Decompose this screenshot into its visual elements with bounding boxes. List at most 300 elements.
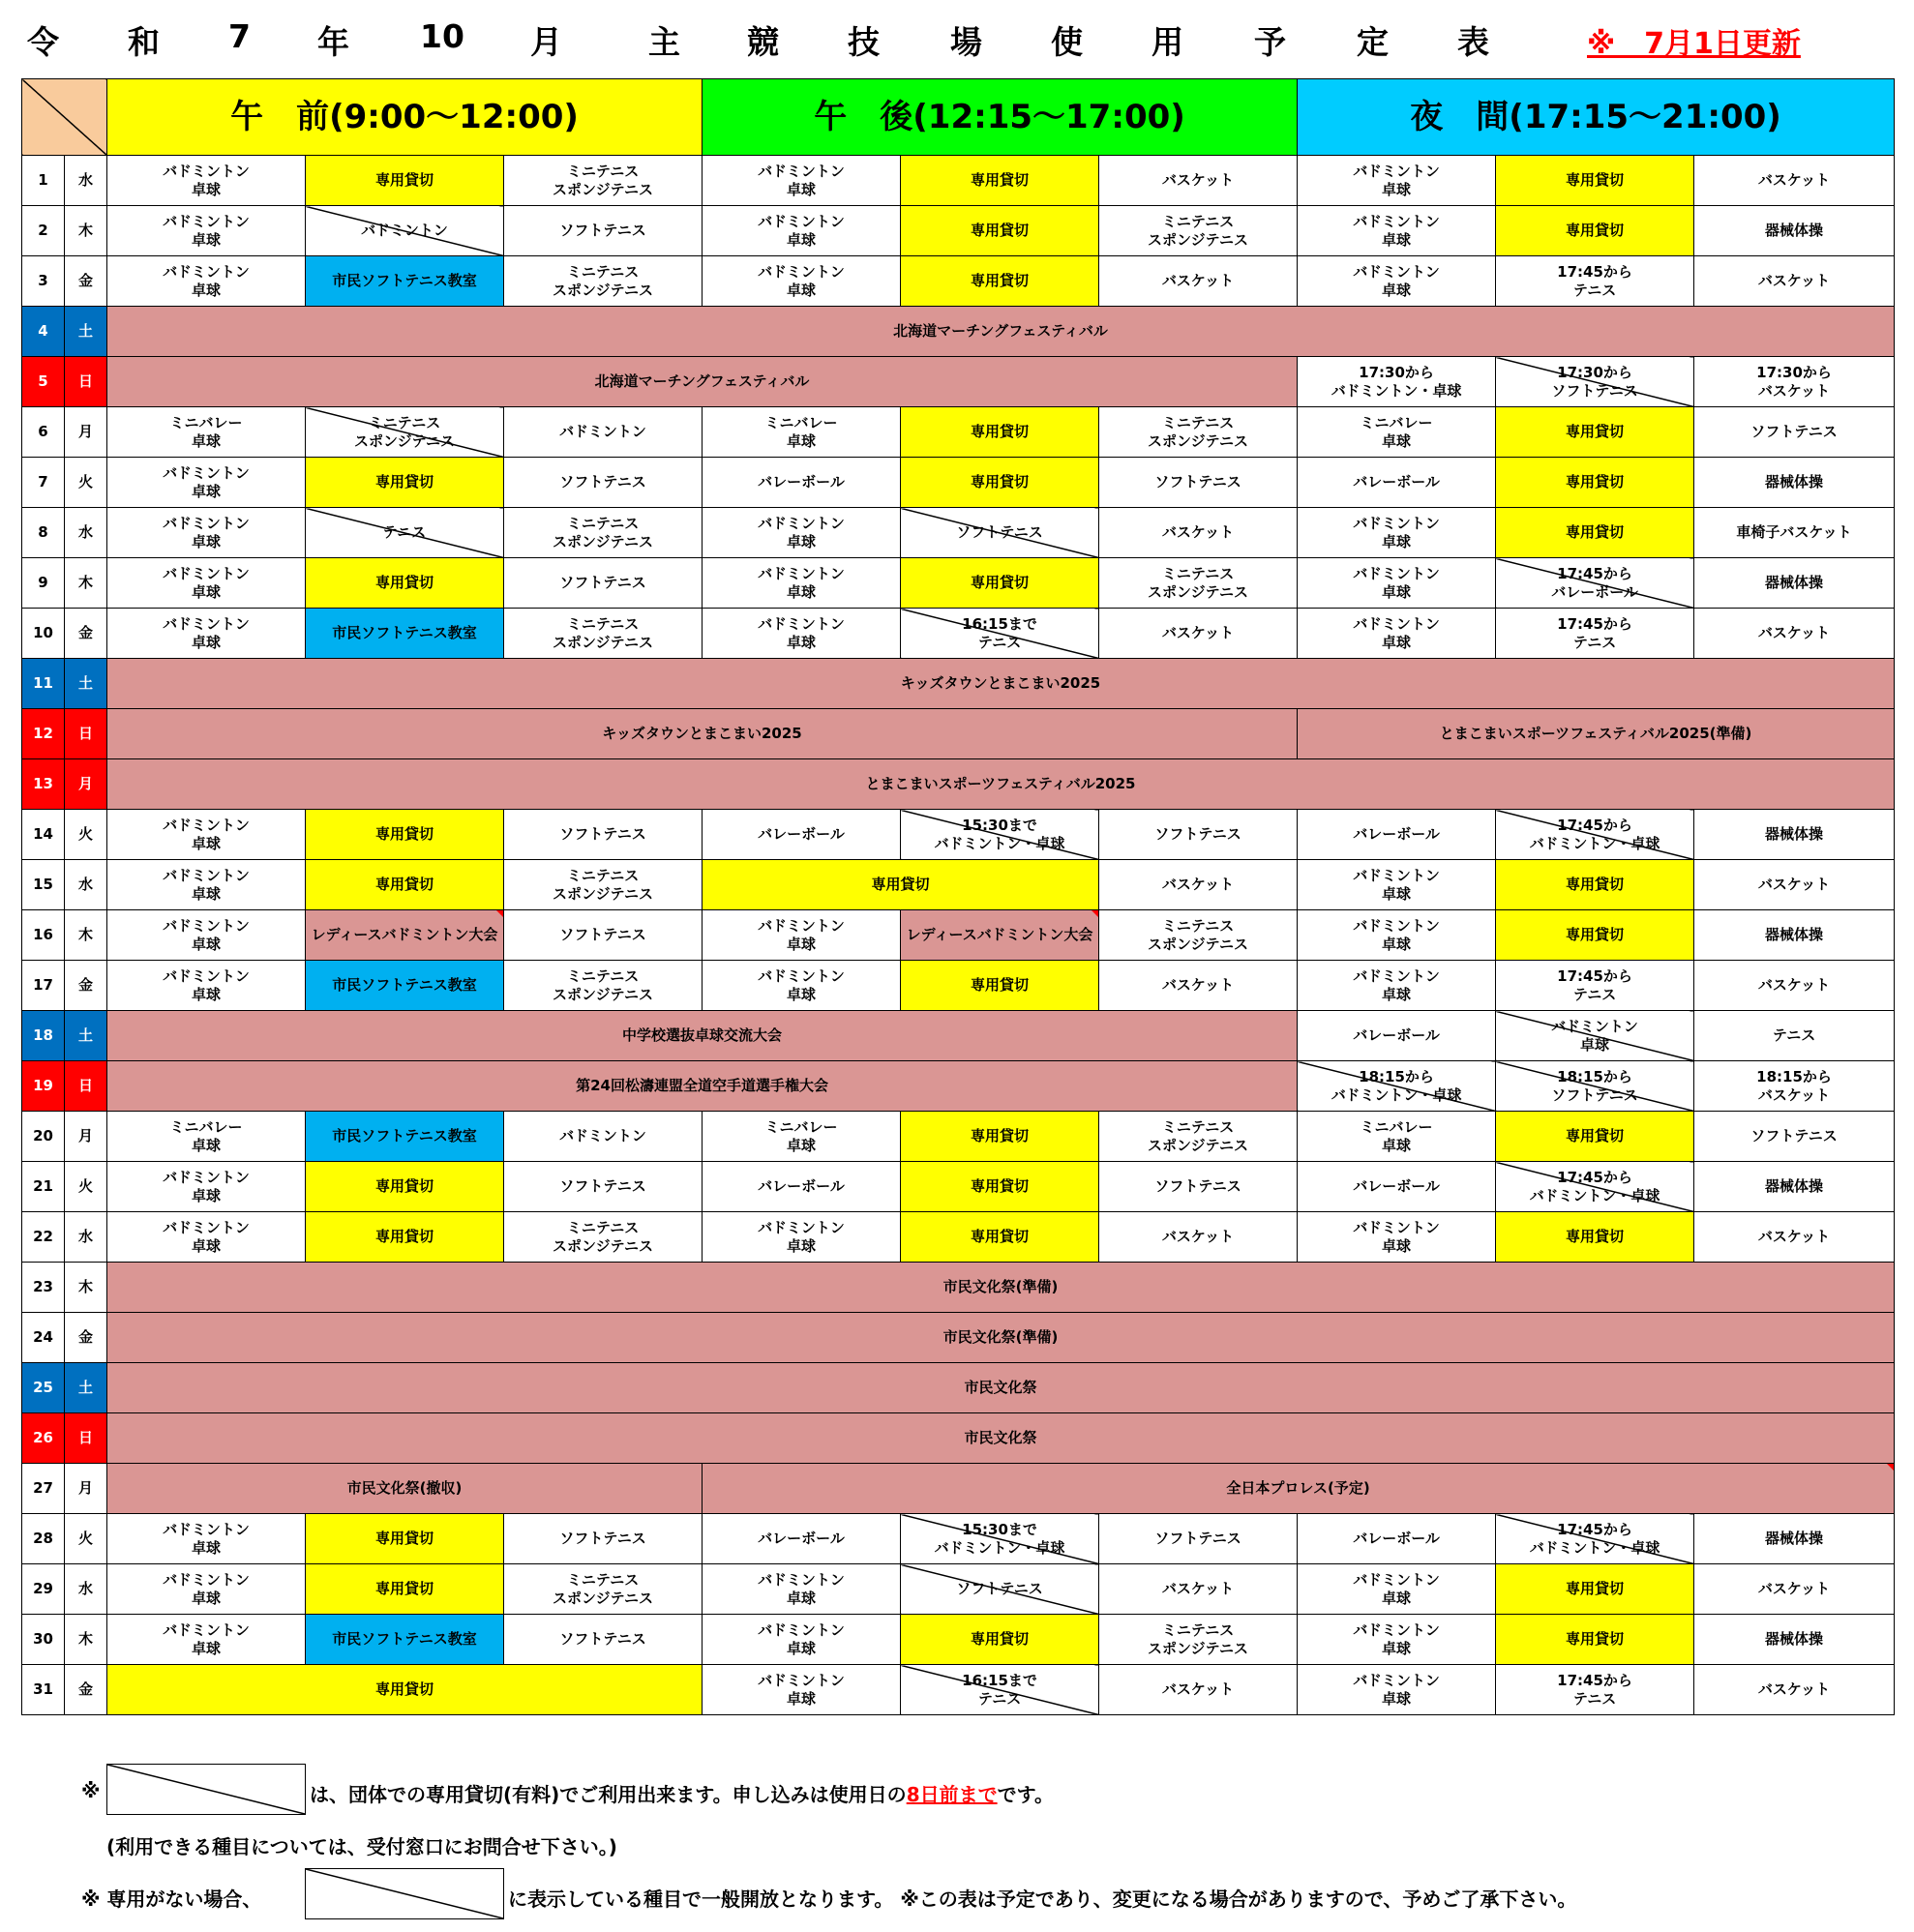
schedule-cell (1298, 1665, 1496, 1715)
cell-text: 卓球 (787, 1589, 817, 1607)
cell-text: ソフトテニス (559, 926, 646, 943)
cell-text: バスケット (1161, 1580, 1235, 1597)
event-cell (107, 709, 1298, 759)
cell-text: ソフトテニス (559, 222, 646, 239)
schedule-cell (306, 1112, 504, 1162)
general-open-cell (1496, 1514, 1694, 1564)
cell-text: バドミントン (163, 212, 250, 230)
cell-text: ミニテニス (368, 413, 441, 431)
schedule-cell (1298, 810, 1496, 860)
cell-text: ソフトテニス (1154, 1177, 1241, 1195)
title-char: 場 (950, 23, 982, 61)
cell-text: バドミントン (163, 162, 250, 180)
cell-text: バドミントン (163, 514, 250, 532)
cell-text: テニス (1572, 1689, 1617, 1708)
day-row (22, 1514, 1895, 1564)
cell-text: ソフトテニス (1551, 1085, 1638, 1104)
cell-text: スポンジテニス (553, 180, 654, 198)
general-open-cell (1496, 558, 1694, 609)
cell-text: スポンジテニス (1148, 1639, 1249, 1657)
cell-text: ミニバレー (169, 1117, 243, 1136)
schedule-cell (1298, 860, 1496, 910)
schedule-cell (1694, 256, 1895, 307)
cell-text: ミニテニス (566, 162, 640, 180)
cell-text: バドミントン (758, 614, 845, 633)
cell-text: 卓球 (787, 985, 817, 1003)
schedule-cell (1298, 508, 1496, 558)
schedule-cell (504, 558, 703, 609)
cell-text: ミニテニス (566, 614, 640, 633)
cell-text: スポンジテニス (553, 985, 654, 1003)
weekday: 水 (65, 156, 107, 206)
schedule-cell (901, 910, 1099, 961)
cell-text: 17:30から (1557, 363, 1632, 381)
cell-text: バドミントン (758, 162, 845, 180)
cell-text: テニス (1772, 1026, 1816, 1044)
cell-text: 専用貸切 (1566, 423, 1625, 440)
day-number: 31 (22, 1665, 65, 1715)
day-number: 23 (22, 1263, 65, 1313)
schedule-cell (703, 810, 901, 860)
cell-text: 卓球 (1382, 1639, 1412, 1657)
day-row (22, 1413, 1895, 1464)
cell-text: 17:45から (1557, 816, 1632, 834)
cell-text: バドミントン (1353, 966, 1440, 985)
weekday: 土 (65, 659, 107, 709)
schedule-cell (1298, 206, 1496, 256)
schedule-cell (504, 1112, 703, 1162)
cell-text: 卓球 (191, 1186, 221, 1204)
schedule-cell (107, 458, 306, 508)
day-row (22, 910, 1895, 961)
schedule-cell (1694, 910, 1895, 961)
cell-text: 17:45から (1557, 564, 1632, 582)
cell-text: 卓球 (1382, 1236, 1412, 1255)
weekday: 土 (65, 1363, 107, 1413)
cell-text: 専用貸切 (1566, 1127, 1625, 1144)
cell-text: スポンジテニス (553, 1589, 654, 1607)
note1-deadline: 8日前まで (906, 1783, 998, 1806)
schedule-cell (1298, 1615, 1496, 1665)
schedule-cell (1694, 860, 1895, 910)
schedule-cell (504, 1615, 703, 1665)
cell-text: バドミントン・卓球 (1331, 381, 1462, 400)
day-row (22, 206, 1895, 256)
weekday: 水 (65, 1564, 107, 1615)
day-row (22, 1011, 1895, 1061)
cell-text: バドミントン (758, 1620, 845, 1639)
schedule-cell (1496, 206, 1694, 256)
schedule-cell (1298, 961, 1496, 1011)
schedule-cell (1694, 156, 1895, 206)
legend-diagonal-box (106, 1764, 306, 1815)
general-open-cell (1496, 810, 1694, 860)
note3-text: に表示している種目で一般開放となります。 ※この表は予定であり、変更になる場合がありますので、予めご了承下さい。 (508, 1887, 1577, 1911)
cell-text: 卓球 (1580, 1035, 1610, 1054)
cell-text: 卓球 (191, 1639, 221, 1657)
day-row (22, 860, 1895, 910)
cell-text: 17:45から (1557, 614, 1632, 633)
cell-text: バドミントン (758, 1570, 845, 1589)
day-number: 27 (22, 1464, 65, 1514)
header-row (22, 79, 1895, 156)
schedule-cell (1099, 156, 1298, 206)
cell-text: 北海道マーチングフェスティバル (893, 322, 1108, 340)
cell-text: 専用貸切 (374, 574, 434, 591)
cell-text: バスケット (1757, 876, 1831, 893)
cell-text: バドミントン (758, 1218, 845, 1236)
schedule-cell (306, 609, 504, 659)
cell-text: 卓球 (787, 633, 817, 651)
day-row (22, 558, 1895, 609)
schedule-cell (1694, 1112, 1895, 1162)
schedule-cell (504, 156, 703, 206)
schedule-cell (1099, 860, 1298, 910)
period-night-header: 夜 間(17:15～21:00) (1298, 79, 1895, 156)
schedule-cell (306, 860, 504, 910)
schedule-cell (107, 407, 306, 458)
day-number: 26 (22, 1413, 65, 1464)
schedule-cell (1099, 256, 1298, 307)
cell-text: ミニテニス (566, 262, 640, 281)
cell-text: 卓球 (1382, 281, 1412, 299)
cell-text: 専用貸切 (971, 1127, 1030, 1144)
cell-text: 北海道マーチングフェスティバル (594, 372, 810, 390)
event-cell (107, 759, 1895, 810)
cell-text: レディースバドミントン大会 (311, 926, 498, 943)
schedule-cell (107, 910, 306, 961)
cell-text: ミニテニス (1161, 1620, 1235, 1639)
cell-text: 市民文化祭(準備) (942, 1328, 1059, 1346)
cell-text: スポンジテニス (553, 1236, 654, 1255)
cell-text: 専用貸切 (374, 876, 434, 893)
schedule-cell (1099, 508, 1298, 558)
cell-text: 第24回松濤連盟全道空手道選手権大会 (576, 1077, 828, 1094)
day-row (22, 1363, 1895, 1413)
event-cell (1298, 709, 1895, 759)
event-cell (703, 1464, 1895, 1514)
day-number: 2 (22, 206, 65, 256)
cell-text: ミニバレー (764, 1117, 838, 1136)
weekday: 木 (65, 1263, 107, 1313)
schedule-cell (1298, 357, 1496, 407)
schedule-cell (1694, 1061, 1895, 1112)
event-cell (107, 1413, 1895, 1464)
weekday: 火 (65, 810, 107, 860)
schedule-cell (703, 961, 901, 1011)
cell-text: 専用貸切 (971, 574, 1030, 591)
schedule-cell (703, 558, 901, 609)
day-row (22, 458, 1895, 508)
cell-text: バレーボール (758, 1177, 845, 1195)
note3-prefix: ※ 専用がない場合、 (81, 1887, 262, 1911)
cell-text: バレーボール (1353, 825, 1440, 843)
cell-text: バドミントン・卓球 (1529, 834, 1660, 852)
cell-text: 卓球 (787, 281, 817, 299)
cell-text: バスケット (1757, 976, 1831, 994)
schedule-cell (1099, 1212, 1298, 1263)
day-number: 24 (22, 1313, 65, 1363)
cell-text: ミニテニス (566, 866, 640, 884)
cell-text: 専用貸切 (1566, 876, 1625, 893)
schedule-cell (901, 558, 1099, 609)
day-row (22, 307, 1895, 357)
cell-text: 卓球 (787, 431, 817, 450)
general-open-cell (901, 1564, 1099, 1615)
cell-text: 専用貸切 (971, 976, 1030, 994)
day-number: 22 (22, 1212, 65, 1263)
cell-text: 市民ソフトテニス教室 (332, 1630, 477, 1648)
schedule-cell (107, 961, 306, 1011)
weekday: 火 (65, 1162, 107, 1212)
period-am-header: 午 前(9:00～12:00) (107, 79, 703, 156)
day-row (22, 759, 1895, 810)
cell-text: バレーボール (1353, 1530, 1440, 1547)
cell-text: バドミントン (1353, 1570, 1440, 1589)
cell-text: 専用貸切 (971, 423, 1030, 440)
update-note: ※ 7月1日更新 (1587, 27, 1801, 61)
cell-text: ミニテニス (1161, 212, 1235, 230)
cell-text: バスケット (1757, 1580, 1831, 1597)
schedule-cell (1694, 1514, 1895, 1564)
schedule-cell (1099, 1665, 1298, 1715)
cell-text: 専用貸切 (971, 171, 1030, 189)
schedule-table (21, 78, 1895, 1715)
cell-text: 市民文化祭 (964, 1379, 1037, 1396)
cell-text: 器械体操 (1765, 1630, 1824, 1648)
cell-text: スポンジテニス (353, 431, 456, 450)
cell-text: 器械体操 (1765, 1177, 1824, 1195)
weekday: 月 (65, 407, 107, 458)
cell-text: 卓球 (1382, 230, 1412, 249)
cell-text: ミニバレー (1360, 413, 1433, 431)
cell-text: キッズタウンとまこまい2025 (602, 725, 802, 742)
event-cell (107, 357, 1298, 407)
schedule-cell (1694, 1212, 1895, 1263)
schedule-cell (901, 256, 1099, 307)
cell-text: バスケット (1757, 1228, 1831, 1245)
weekday: 金 (65, 256, 107, 307)
cell-text: スポンジテニス (553, 281, 654, 299)
cell-text: 器械体操 (1765, 222, 1824, 239)
schedule-table-wrapper (21, 78, 1895, 1715)
cell-text: バドミントン (1353, 262, 1440, 281)
cell-text: 卓球 (1382, 1136, 1412, 1154)
cell-text: 卓球 (1382, 180, 1412, 198)
cell-text: バドミントン (163, 866, 250, 884)
cell-text: 18:15から (1756, 1067, 1832, 1085)
cell-text: ソフトテニス (1551, 381, 1638, 400)
schedule-cell (703, 407, 901, 458)
note1 (310, 1779, 1054, 1807)
cell-text: 卓球 (191, 1136, 221, 1154)
cell-text: テニス (977, 1689, 1022, 1708)
day-number: 14 (22, 810, 65, 860)
day-number: 6 (22, 407, 65, 458)
schedule-cell (1298, 407, 1496, 458)
schedule-cell (1298, 910, 1496, 961)
cell-text: 専用貸切 (374, 473, 434, 490)
note1-end: です。 (997, 1783, 1055, 1806)
schedule-cell (1694, 1665, 1895, 1715)
day-row (22, 1212, 1895, 1263)
cell-text: 専用貸切 (374, 1530, 434, 1547)
cell-text: バスケット (1161, 272, 1235, 289)
period-pm-header: 午 後(12:15～17:00) (703, 79, 1298, 156)
schedule-cell (703, 860, 1099, 910)
day-row (22, 1313, 1895, 1363)
note1-text: は、団体での専用貸切(有料)でご利用出来ます。申し込みは使用日の (310, 1783, 907, 1806)
title-char: 予 (1254, 23, 1286, 61)
schedule-cell (1694, 206, 1895, 256)
cell-text: バドミントン (1353, 1671, 1440, 1689)
cell-text: テニス (977, 633, 1022, 651)
day-row (22, 609, 1895, 659)
day-row (22, 810, 1895, 860)
cell-text: ミニテニス (566, 966, 640, 985)
cell-text: 専用貸切 (971, 1630, 1030, 1648)
cell-text: バドミントン (163, 966, 250, 985)
cell-text: 卓球 (191, 1236, 221, 1255)
cell-text: ソフトテニス (559, 473, 646, 490)
schedule-cell (703, 1162, 901, 1212)
cell-text: バスケット (1161, 976, 1235, 994)
cell-text: 卓球 (787, 230, 817, 249)
cell-text: 市民ソフトテニス教室 (332, 624, 477, 641)
cell-text: 専用貸切 (375, 1680, 434, 1698)
weekday: 日 (65, 357, 107, 407)
weekday: 日 (65, 1413, 107, 1464)
event-cell (107, 1263, 1895, 1313)
cell-text: バドミントン・卓球 (1529, 1186, 1660, 1204)
schedule-cell (1298, 1514, 1496, 1564)
schedule-cell (901, 458, 1099, 508)
cell-text: 17:45から (1557, 966, 1632, 985)
cell-text: ミニテニス (1161, 413, 1235, 431)
cell-text: スポンジテニス (1148, 230, 1249, 249)
cell-text: スポンジテニス (553, 633, 654, 651)
schedule-cell (306, 910, 504, 961)
day-number: 11 (22, 659, 65, 709)
weekday: 金 (65, 1665, 107, 1715)
schedule-cell (1496, 458, 1694, 508)
cell-text: ソフトテニス (956, 523, 1043, 541)
cell-text: バドミントン (1353, 212, 1440, 230)
title-char: 10 (420, 17, 464, 55)
title-char: 年 (317, 23, 349, 61)
day-row (22, 256, 1895, 307)
schedule-cell (1694, 1011, 1895, 1061)
cell-text: 16:15まで (962, 1671, 1037, 1689)
cell-text: バドミントン (163, 614, 250, 633)
cell-text: 卓球 (787, 180, 817, 198)
day-row (22, 1061, 1895, 1112)
note1-mark: ※ (81, 1779, 101, 1802)
cell-text: 卓球 (1382, 985, 1412, 1003)
schedule-cell (1099, 1564, 1298, 1615)
cell-text: 卓球 (191, 1589, 221, 1607)
schedule-cell (306, 810, 504, 860)
schedule-cell (1694, 407, 1895, 458)
schedule-cell (1099, 407, 1298, 458)
general-open-cell (901, 1514, 1099, 1564)
cell-text: バドミントン (1353, 614, 1440, 633)
cell-text: ミニテニス (1161, 564, 1235, 582)
weekday: 水 (65, 508, 107, 558)
cell-text: 専用貸切 (374, 1228, 434, 1245)
title-char: 令 (27, 23, 59, 61)
cell-text: バスケット (1757, 1680, 1831, 1698)
cell-text: ミニテニス (566, 1570, 640, 1589)
cell-text: 専用貸切 (1566, 1580, 1625, 1597)
schedule-cell (703, 1212, 901, 1263)
cell-text: 卓球 (191, 834, 221, 852)
schedule-cell (1298, 609, 1496, 659)
cell-text: ソフトテニス (559, 574, 646, 591)
event-cell (107, 1464, 703, 1514)
cell-text: 17:45から (1557, 262, 1632, 281)
schedule-cell (703, 1514, 901, 1564)
cell-text: レディースバドミントン大会 (906, 926, 1093, 943)
schedule-cell (901, 1162, 1099, 1212)
cell-text: 専用貸切 (1566, 222, 1625, 239)
cell-text: 器械体操 (1765, 473, 1824, 490)
cell-text: 18:15から (1557, 1067, 1632, 1085)
day-row (22, 1162, 1895, 1212)
schedule-cell (306, 156, 504, 206)
cell-text: ミニテニス (566, 514, 640, 532)
cell-text: ソフトテニス (1750, 1127, 1838, 1144)
schedule-cell (504, 407, 703, 458)
day-row (22, 961, 1895, 1011)
schedule-cell (107, 609, 306, 659)
cell-text: バドミントン (758, 212, 845, 230)
cell-text: バドミントン (163, 262, 250, 281)
cell-text: 中学校選抜卓球交流大会 (622, 1026, 783, 1044)
weekday: 水 (65, 1212, 107, 1263)
cell-text: 専用貸切 (1566, 523, 1625, 541)
schedule-cell (504, 860, 703, 910)
cell-text: バレーボール (758, 825, 845, 843)
cell-text: バドミントン (559, 423, 646, 440)
cell-text: スポンジテニス (553, 532, 654, 550)
cell-text: バレーボール (758, 1530, 845, 1547)
schedule-cell (1099, 810, 1298, 860)
schedule-cell (504, 458, 703, 508)
cell-text: 専用貸切 (971, 1228, 1030, 1245)
schedule-cell (1694, 1615, 1895, 1665)
schedule-cell (1099, 1162, 1298, 1212)
schedule-cell (1694, 961, 1895, 1011)
general-open-cell (1298, 1061, 1496, 1112)
cell-text: バドミントン (163, 1218, 250, 1236)
day-number: 1 (22, 156, 65, 206)
schedule-cell (1099, 458, 1298, 508)
cell-text: ソフトテニス (1154, 825, 1241, 843)
cell-text: 器械体操 (1765, 825, 1824, 843)
day-number: 10 (22, 609, 65, 659)
cell-text: ソフトテニス (559, 1177, 646, 1195)
schedule-cell (703, 508, 901, 558)
schedule-cell (901, 961, 1099, 1011)
day-number: 29 (22, 1564, 65, 1615)
weekday: 土 (65, 307, 107, 357)
schedule-cell (703, 156, 901, 206)
day-number: 4 (22, 307, 65, 357)
schedule-cell (1298, 1011, 1496, 1061)
schedule-cell (1496, 1615, 1694, 1665)
day-row (22, 357, 1895, 407)
